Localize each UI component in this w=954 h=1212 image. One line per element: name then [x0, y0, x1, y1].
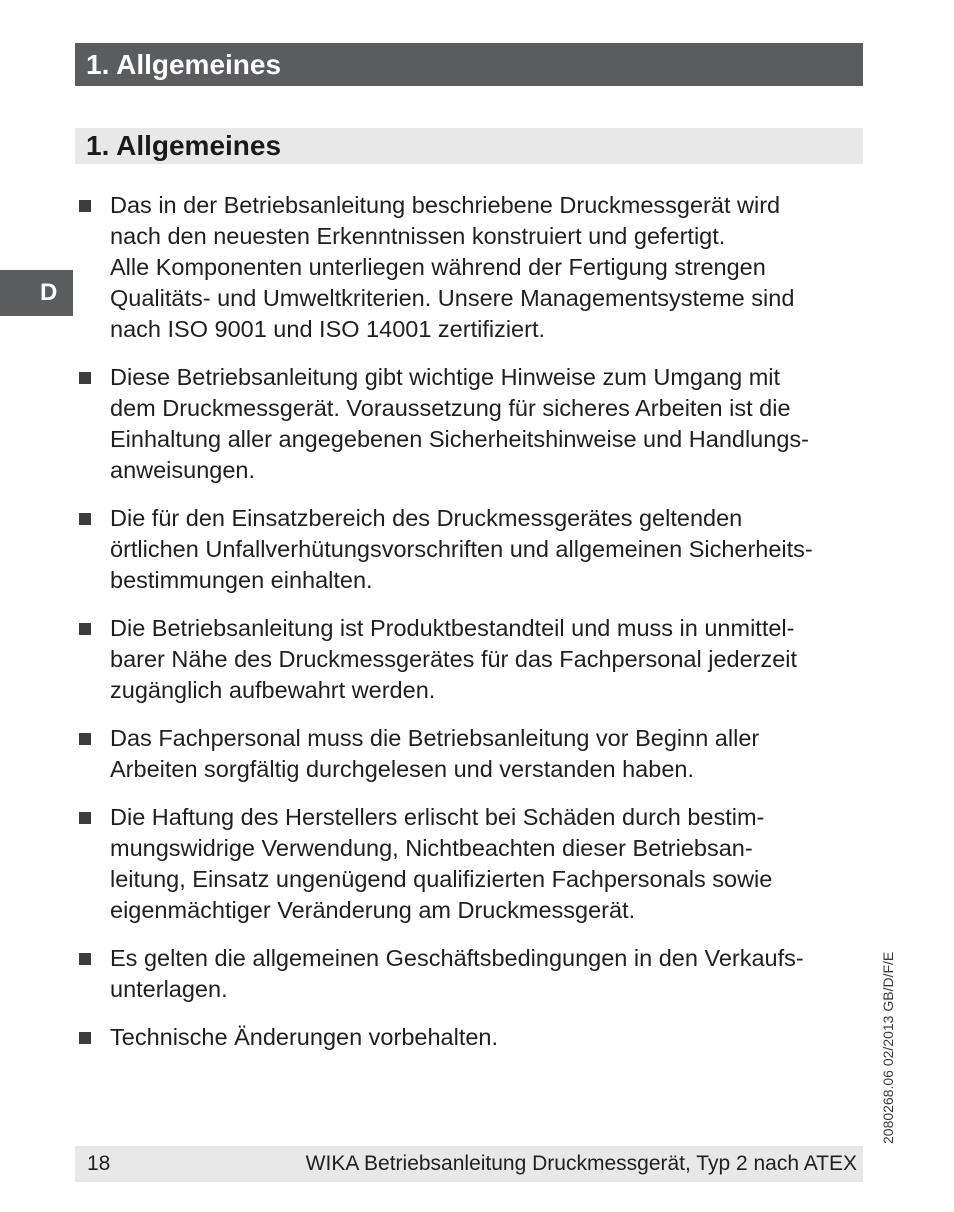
bullet-text: Die Haftung des Herstellers erlischt bei Schäden durch bestim- mungswidrige Verwendung, Nichtbeachten dieser Betriebsan- leitung, Einsatz ungenügend qualifizierten Fachpersonals sowie eigenmächtiger Veränderung am Druckmessgerät.	[110, 804, 773, 923]
square-bullet-icon	[79, 513, 91, 525]
bullet-item	[77, 1022, 867, 1053]
square-bullet-icon	[79, 733, 91, 745]
document-code: 2080268.06 02/2013 GB/D/F/E	[880, 951, 896, 1144]
bullet-text: Es gelten die allgemeinen Geschäftsbedingungen in den Verkaufs- unterlagen.	[110, 945, 804, 1002]
square-bullet-icon	[79, 953, 91, 965]
bullet-item	[77, 723, 867, 785]
square-bullet-icon	[79, 1032, 91, 1044]
language-tab	[0, 270, 73, 316]
chapter-title: 1. Allgemeines	[86, 49, 282, 80]
bullet-item	[77, 802, 867, 926]
square-bullet-icon	[79, 623, 91, 635]
section-heading-text: 1. Allgemeines	[86, 130, 282, 161]
bullet-item	[77, 190, 867, 345]
bullet-text: Die Betriebsanleitung ist Produktbestandteil und muss in unmittel- barer Nähe des Druckmessgerätes für das Fachpersonal jederzeit zugänglich aufbewahrt werden.	[110, 615, 798, 703]
bullet-item	[77, 362, 867, 486]
bullet-text: Diese Betriebsanleitung gibt wichtige Hinweise zum Umgang mit dem Druckmessgerät. Voraussetzung für sicheres Arbeiten ist die Einhaltung aller angegebenen Sicherheitshinweise und Handlungs- anweisungen.	[110, 364, 809, 483]
page-footer	[75, 1146, 863, 1182]
page-number: 18	[87, 1152, 111, 1175]
square-bullet-icon	[79, 372, 91, 384]
bullet-text: Die für den Einsatzbereich des Druckmessgerätes geltenden örtlichen Unfallverhütungsvorschriften und allgemeinen Sicherheits- bestimmungen einhalten.	[110, 505, 813, 593]
section-heading	[75, 128, 863, 164]
bullet-text: Das Fachpersonal muss die Betriebsanleitung vor Beginn aller Arbeiten sorgfältig durchgelesen und verstanden haben.	[110, 725, 760, 782]
square-bullet-icon	[79, 200, 91, 212]
square-bullet-icon	[79, 812, 91, 824]
language-tab-label: D	[40, 279, 58, 306]
bullet-item	[77, 503, 867, 596]
bullet-item	[77, 613, 867, 706]
chapter-header-bar	[75, 43, 863, 86]
bullet-item	[77, 943, 867, 1005]
bullet-text: Technische Änderungen vorbehalten.	[110, 1024, 499, 1050]
footer-title: WIKA Betriebsanleitung Druckmessgerät, Typ 2 nach ATEX	[305, 1152, 857, 1175]
bullet-text: Das in der Betriebsanleitung beschriebene Druckmessgerät wird nach den neuesten Erkenntnissen konstruiert und gefertigt. Alle Komponenten unterliegen während der Fertigung strengen Qualitäts- und Umweltkriterien. Unsere Managementsysteme sind nach ISO 9001 und ISO 14001 zertifiziert.	[110, 192, 795, 342]
bullet-list	[77, 190, 867, 1070]
